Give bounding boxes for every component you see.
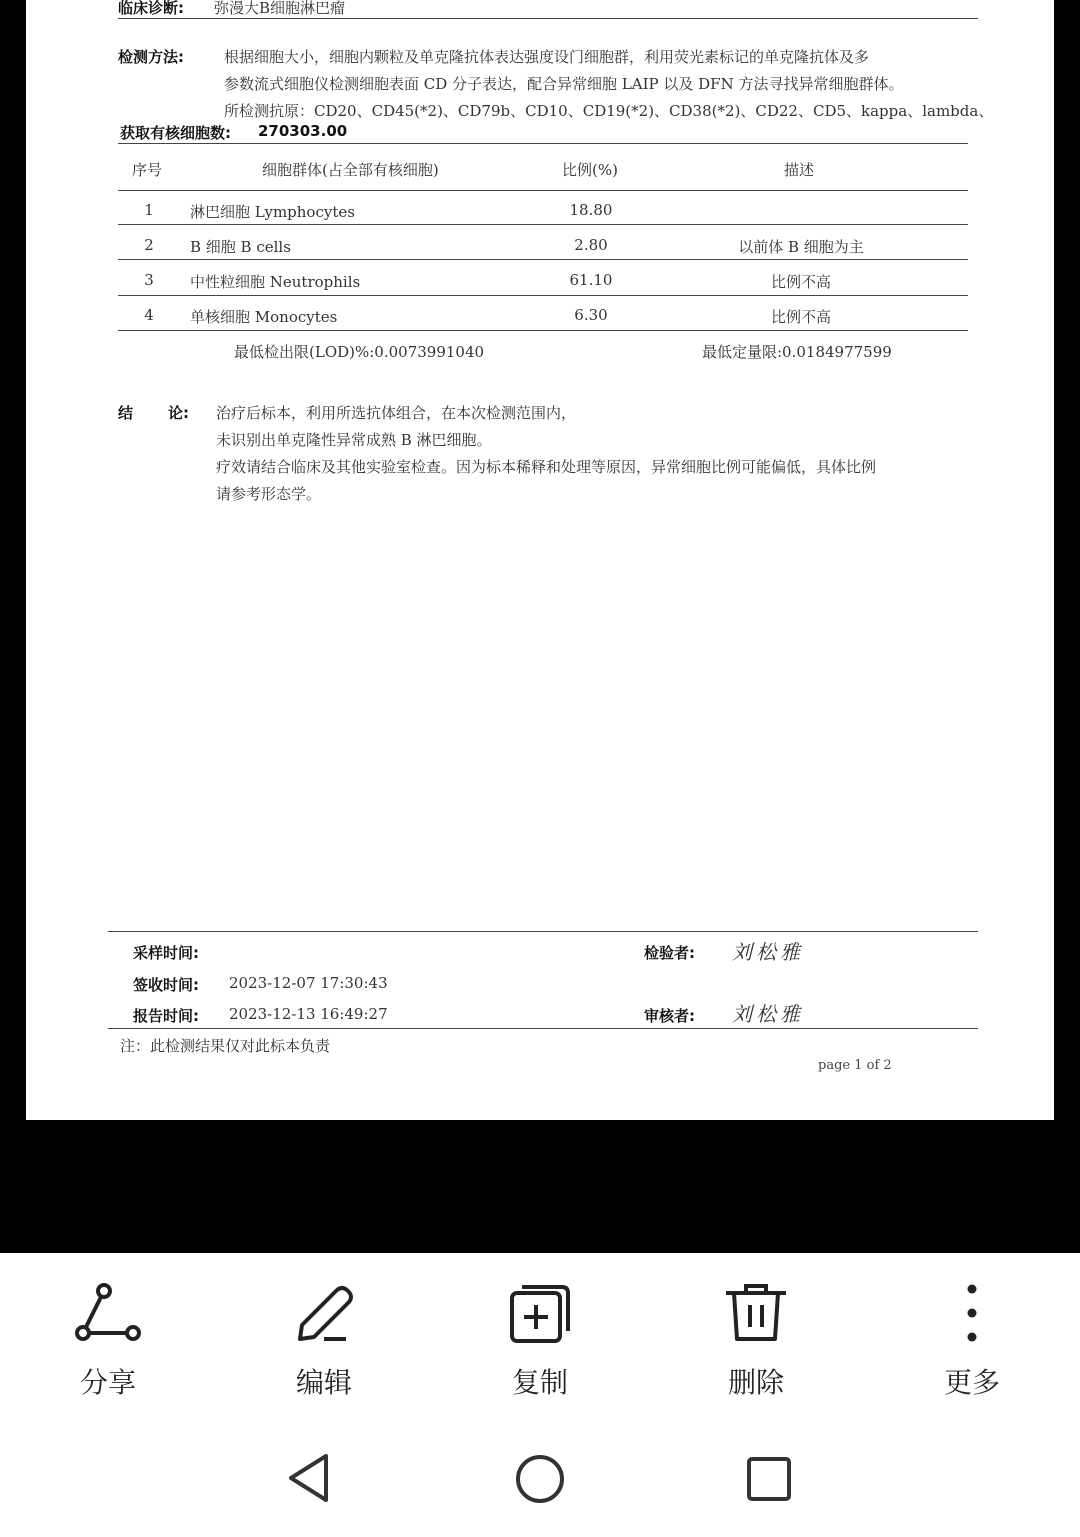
delete-button[interactable] xyxy=(686,1281,826,1401)
diagnosis-value: 弥漫大B细胞淋巴瘤 xyxy=(214,0,346,17)
conclusion-line-4: 请参考形态学。 xyxy=(216,485,322,503)
document-page xyxy=(26,0,1054,1120)
conclusion-line-2: 未识别出单克隆性异常成熟 B 淋巴细胞。 xyxy=(216,431,492,449)
receive-time-label: 签收时间: xyxy=(133,976,199,994)
cell-count-label: 获取有核细胞数: xyxy=(120,124,231,142)
col-header-desc: 描述 xyxy=(784,161,815,179)
row-no: 2 xyxy=(144,236,154,254)
edit-button[interactable] xyxy=(254,1281,394,1401)
conclusion-line-3: 疗效请结合临床及其他实验室检查。因为标本稀释和处理等原因，异常细胞比例可能偏低，具体比例 xyxy=(216,458,877,476)
diagnosis-label: 临床诊断: xyxy=(118,0,184,17)
share-icon xyxy=(38,1281,178,1345)
cell-count-value: 270303.00 xyxy=(258,122,348,140)
row-no: 3 xyxy=(144,271,154,289)
inspector-label: 检验者: xyxy=(644,944,695,962)
nav-recents-icon xyxy=(746,1487,792,1506)
lod-value: 最低检出限(LOD)%:0.0073991040 xyxy=(234,343,485,361)
report-time-value: 2023-12-13 16:49:27 xyxy=(229,1005,388,1023)
more-vertical-icon xyxy=(902,1281,1042,1345)
row-no: 1 xyxy=(144,201,154,219)
trash-icon xyxy=(686,1281,826,1345)
loq-value: 最低定量限:0.0184977599 xyxy=(702,343,892,361)
nav-home-icon xyxy=(514,1490,566,1509)
col-header-ratio: 比例(%) xyxy=(562,161,618,179)
row-no: 4 xyxy=(144,306,154,324)
col-header-population: 细胞群体(占全部有核细胞) xyxy=(262,161,439,179)
receive-time-value: 2023-12-07 17:30:43 xyxy=(229,974,388,992)
share-label: 分享 xyxy=(79,1366,136,1399)
row-population: B 细胞 B cells xyxy=(190,238,291,256)
method-line-3: 所检测抗原：CD20、CD45(*2)、CD79b、CD10、CD19(*2)、CD38(*2)、CD22、CD5、kappa、lambda、 xyxy=(224,102,994,120)
copy-button[interactable] xyxy=(470,1281,610,1401)
row-desc: 比例不高 xyxy=(770,273,831,291)
row-population: 单核细胞 Monocytes xyxy=(190,308,338,326)
row-desc: 比例不高 xyxy=(770,308,831,326)
share-button[interactable] xyxy=(38,1281,178,1401)
inspector-signature: 刘松雅 xyxy=(732,940,804,964)
nav-home-button[interactable] xyxy=(514,1453,566,1509)
row-ratio: 6.30 xyxy=(574,306,608,324)
pencil-icon xyxy=(254,1281,394,1345)
nav-recents-button[interactable] xyxy=(746,1456,792,1506)
method-label: 检测方法: xyxy=(118,48,184,66)
copy-label: 复制 xyxy=(511,1366,568,1399)
conclusion-label-b: 论: xyxy=(168,404,189,422)
more-button[interactable] xyxy=(902,1281,1042,1401)
conclusion-line-1: 治疗后标本，利用所选抗体组合，在本次检测范围内， xyxy=(216,404,577,422)
row-desc: 以前体 B 细胞为主 xyxy=(738,238,864,256)
action-toolbar xyxy=(0,1253,1080,1537)
edit-label: 编辑 xyxy=(295,1366,352,1399)
page-indicator: page 1 of 2 xyxy=(818,1058,892,1073)
row-population: 中性粒细胞 Neutrophils xyxy=(190,273,361,291)
copy-icon xyxy=(470,1281,610,1345)
nav-back-icon xyxy=(286,1488,332,1507)
report-time-label: 报告时间: xyxy=(133,1007,199,1025)
delete-label: 删除 xyxy=(727,1366,784,1399)
row-ratio: 2.80 xyxy=(574,236,608,254)
row-population: 淋巴细胞 Lymphocytes xyxy=(190,203,355,221)
footer-note: 注：此检测结果仅对此标本负责 xyxy=(120,1037,331,1055)
conclusion-label-a: 结 xyxy=(118,404,134,422)
divider xyxy=(118,18,978,19)
method-line-1: 根据细胞大小，细胞内颗粒及单克隆抗体表达强度设门细胞群，利用荧光素标记的单克隆抗体及多 xyxy=(224,48,870,66)
method-line-2: 参数流式细胞仪检测细胞表面 CD 分子表达，配合异常细胞 LAIP 以及 DFN 方法寻找异常细胞群体。 xyxy=(224,75,904,93)
reviewer-signature: 刘松雅 xyxy=(732,1002,804,1026)
more-label: 更多 xyxy=(943,1366,1000,1399)
row-ratio: 18.80 xyxy=(569,201,613,219)
reviewer-label: 审核者: xyxy=(644,1007,695,1025)
nav-back-button[interactable] xyxy=(286,1453,332,1507)
row-ratio: 61.10 xyxy=(569,271,613,289)
sample-time-label: 采样时间: xyxy=(133,944,199,962)
col-header-no: 序号 xyxy=(132,161,163,179)
